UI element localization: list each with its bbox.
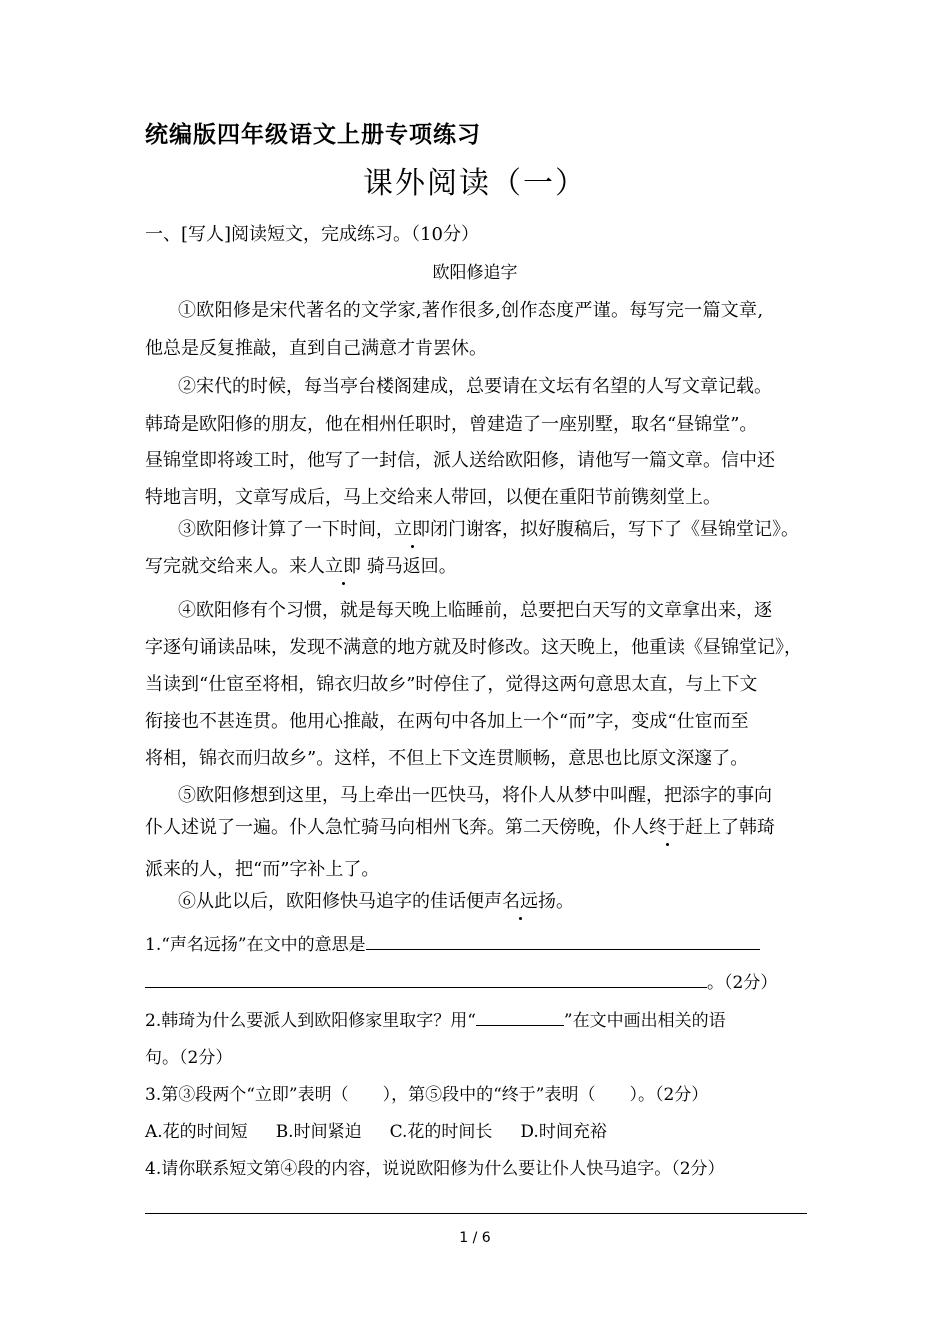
paragraph-4-line-3: 当读到“仕宦至将相，锦衣归故乡”时停住了，觉得这两句意思太直，与上下文 — [145, 674, 758, 695]
question-1-text: 1.“声名远扬”在文中的意思是 — [145, 935, 366, 955]
question-2 — [145, 1006, 726, 1031]
text-span: 仆人述说了一遍。仆人急忙骑马向相州飞奔。第二天傍晚，仆人 — [145, 817, 649, 838]
question-4: 4.请你联系短文第④段的内容，说说欧阳修为什么要让仆人快马追字。（2分） — [145, 1159, 725, 1179]
paragraph-4-line-1: ④欧阳修有个习惯，就是每天晚上临睡前，总要把白天写的文章拿出来，逐 — [178, 600, 772, 621]
answer-line[interactable] — [145, 1213, 807, 1214]
option-a[interactable]: A.花的时间短 — [145, 1122, 248, 1142]
question-3: 3.第③段两个“立即”表明（ ），第⑤段中的“终于”表明（ ）。（2分） — [145, 1085, 709, 1105]
text-span: ⑥从此以后，欧阳修快马追字的佳话便 — [178, 891, 484, 912]
paragraph-4-line-2: 字逐句诵读品味，发现不满意的地方就及时修改。这天晚上，他重读《昼锦堂记》， — [145, 637, 802, 658]
emphasized-word: 声名远扬 — [484, 887, 556, 913]
marking-symbol-blank — [476, 1007, 564, 1026]
paragraph-2-line-3: 昼锦堂即将竣工时，他写了一封信，派人送给欧阳修，请他写一篇文章。信中还 — [145, 450, 775, 471]
paragraph-5-line-1: ⑤欧阳修想到这里，马上牵出一匹快马，将仆人从梦中叫醒，把添字的事向 — [178, 785, 772, 806]
question-3-options — [145, 1117, 607, 1142]
emphasized-word: 立即 — [394, 515, 430, 541]
text-span: 写完就交给来人。来人 — [145, 556, 325, 577]
question-2-text: 2.韩琦为什么要派人到欧阳修家里取字？用“ — [145, 1011, 476, 1031]
paragraph-2-line-2: 韩琦是欧阳修的朋友，他在相州任职时，曾建造了一座别墅，取名“昼锦堂”。 — [145, 414, 758, 435]
page-title: 课外阅读（一） — [363, 166, 587, 201]
question-1-continued — [145, 968, 777, 993]
story-title: 欧阳修追字 — [432, 263, 518, 283]
question-1-points: 。（2分） — [707, 973, 778, 993]
text-span: 骑马返回。 — [361, 556, 457, 577]
series-title: 统编版四年级语文上册专项练习 — [145, 122, 481, 148]
paragraph-1-line-2: 他总是反复推敲，直到自己满意才肯罢休。 — [145, 338, 487, 359]
answer-blank[interactable] — [366, 931, 760, 950]
emphasized-word: 立即 — [325, 552, 361, 578]
paragraph-6-line-1 — [178, 887, 574, 913]
paragraph-4-line-4: 衔接也不甚连贯。他用心推敲，在两句中各加上一个“而”字，变成“仕宦而至 — [145, 711, 749, 732]
option-b[interactable]: B.时间紧迫 — [275, 1122, 362, 1142]
paragraph-3-line-1 — [178, 515, 799, 541]
section-heading: 一、[写人]阅读短文，完成练习。（10分） — [145, 224, 479, 245]
question-2-text-end: ”在文中画出相关的语 — [563, 1011, 726, 1031]
page-number: 1 / 6 — [459, 1230, 491, 1246]
paragraph-3-line-2 — [145, 552, 457, 578]
paragraph-1-line-1: ①欧阳修是宋代著名的文学家,著作很多,创作态度严谨。每写完一篇文章, — [178, 300, 764, 321]
paragraph-5-line-3: 派来的人，把“而”字补上了。 — [145, 859, 380, 880]
text-span: ③欧阳修计算了一下时间， — [178, 519, 394, 540]
emphasized-word: 终于 — [649, 813, 685, 839]
text-span: 。 — [556, 891, 574, 912]
option-c[interactable]: C.花的时间长 — [389, 1122, 493, 1142]
text-span: 闭门谢客，拟好腹稿后，写下了《昼锦堂记》。 — [430, 519, 799, 540]
question-1 — [145, 930, 760, 955]
paragraph-4-line-5: 将相，锦衣而归故乡”。这样，不但上下文连贯顺畅，意思也比原文深邃了。 — [145, 748, 749, 769]
question-2-continued: 句。（2分） — [145, 1048, 233, 1068]
paragraph-2-line-4: 特地言明，文章写成后，马上交给来人带回，以便在重阳节前镌刻堂上。 — [145, 487, 721, 508]
paragraph-5-line-2 — [145, 813, 775, 839]
paragraph-2-line-1: ②宋代的时候，每当亭台楼阁建成，总要请在文坛有名望的人写文章记载。 — [178, 376, 772, 397]
option-d[interactable]: D.时间充裕 — [520, 1122, 607, 1142]
text-span: 赶上了韩琦 — [685, 817, 775, 838]
answer-blank[interactable] — [145, 969, 707, 988]
